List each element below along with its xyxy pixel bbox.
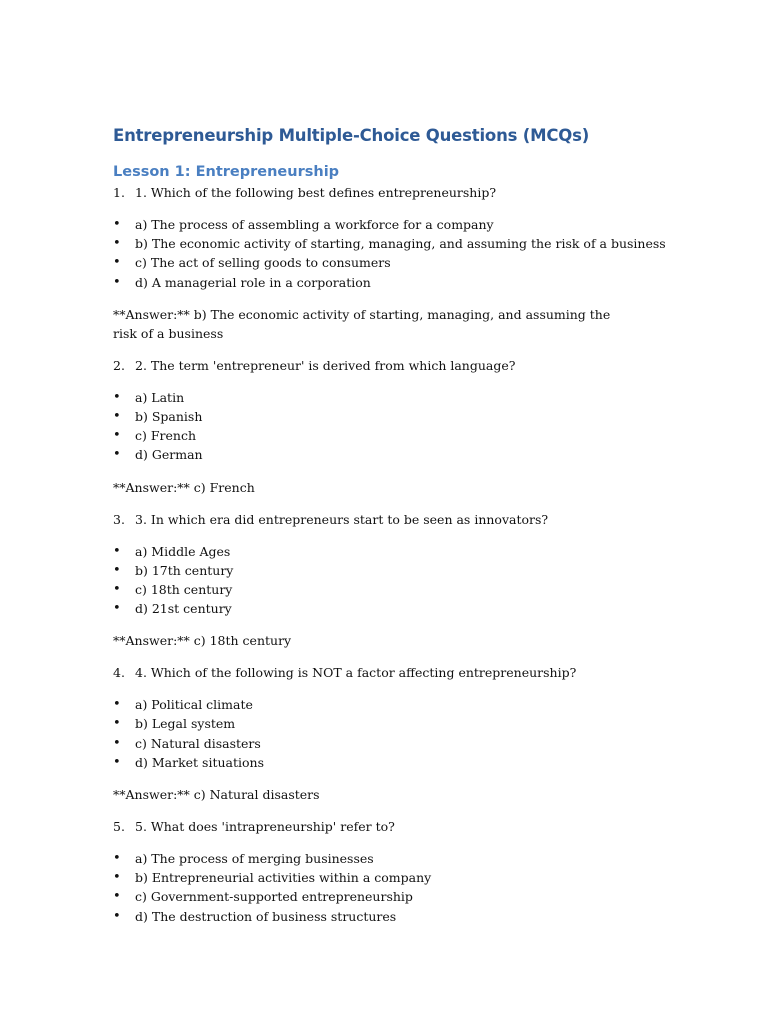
question-3 [113, 510, 673, 529]
bullet-icon: • [113, 908, 121, 924]
option-text: a) Political climate [135, 697, 253, 713]
option-item [113, 542, 673, 561]
question-number: 4. [113, 665, 125, 681]
question-2 [113, 356, 673, 375]
bullet-icon: • [113, 217, 121, 232]
options-list [113, 388, 673, 465]
options-list [113, 849, 673, 926]
option-text: c) Natural disasters [135, 735, 261, 751]
option-item [113, 887, 673, 906]
option-text: c) 18th century [135, 581, 233, 597]
option-text: d) Market situations [135, 754, 264, 770]
answer-text: **Answer:** b) The economic activity of starting, managing, and assuming the risk of a business [113, 306, 611, 341]
bullet-icon: • [113, 274, 121, 290]
question-5 [113, 817, 673, 836]
question-number: 1. [113, 185, 125, 200]
options-list [113, 542, 673, 619]
option-item [113, 273, 673, 292]
bullet-icon: • [113, 543, 121, 559]
option-item [113, 234, 673, 253]
option-item [113, 695, 673, 714]
bullet-icon: • [113, 389, 121, 405]
question-number: 2. [113, 357, 125, 373]
option-item [113, 426, 673, 445]
answer-text: **Answer:** c) Natural disasters [113, 787, 320, 802]
bullet-icon: • [113, 255, 121, 271]
option-text: d) German [135, 447, 203, 463]
question-block-2 [113, 356, 673, 497]
option-item [113, 561, 673, 580]
option-item [113, 868, 673, 887]
lesson-heading: Lesson 1: Entrepreneurship [113, 164, 340, 180]
question-block-1 [113, 183, 673, 343]
question-text: 3. In which era did entrepreneurs start to be seen as innovators? [135, 511, 549, 527]
question-number: 5. [113, 819, 125, 834]
question-text: 2. The term 'entrepreneur' is derived from which language? [135, 357, 516, 373]
option-text: c) French [135, 428, 196, 444]
bullet-icon: • [113, 889, 121, 905]
question-text: 4. Which of the following is NOT a factor affecting entrepreneurship? [135, 665, 577, 681]
option-item [113, 407, 673, 426]
bullet-icon: • [113, 601, 121, 617]
bullet-icon: • [113, 754, 121, 770]
bullet-icon: • [113, 428, 121, 444]
bullet-icon: • [113, 851, 121, 866]
option-text: b) Spanish [135, 408, 203, 424]
bullet-icon: • [113, 581, 121, 597]
option-item [113, 599, 673, 618]
bullet-icon: • [113, 236, 121, 252]
options-list [113, 695, 673, 772]
question-number: 3. [113, 511, 125, 527]
option-item [113, 714, 673, 733]
bullet-icon: • [113, 447, 121, 463]
question-4 [113, 663, 673, 682]
option-text: b) 17th century [135, 562, 234, 578]
option-item [113, 753, 673, 772]
option-text: c) Government-supported entrepreneurship [135, 889, 413, 905]
answer-text: **Answer:** c) 18th century [113, 633, 292, 649]
option-item [113, 580, 673, 599]
option-text: b) Entrepreneurial activities within a company [135, 870, 432, 886]
option-text: a) Middle Ages [135, 543, 231, 559]
answer-text: **Answer:** c) French [113, 479, 255, 495]
option-text: a) The process of assembling a workforce for a company [135, 217, 494, 232]
option-text: b) Legal system [135, 716, 236, 732]
bullet-icon: • [113, 408, 121, 424]
bullet-icon: • [113, 735, 121, 751]
option-item [113, 215, 673, 234]
option-item [113, 445, 673, 464]
question-text: 1. Which of the following best defines entrepreneurship? [135, 185, 497, 200]
option-text: d) 21st century [135, 601, 232, 617]
options-list [113, 215, 673, 292]
option-item [113, 907, 673, 926]
bullet-icon: • [113, 870, 121, 886]
option-item [113, 253, 673, 272]
option-text: a) Latin [135, 389, 185, 405]
option-item [113, 388, 673, 407]
bullet-icon: • [113, 562, 121, 578]
document-title: Entrepreneurship Multiple-Choice Questions (MCQs) [113, 126, 590, 145]
option-text: a) The process of merging businesses [135, 851, 374, 866]
option-text: d) A managerial role in a corporation [135, 274, 371, 290]
question-block-4 [113, 663, 673, 804]
option-item [113, 734, 673, 753]
option-text: c) The act of selling goods to consumers [135, 255, 391, 271]
option-text: b) The economic activity of starting, managing, and assuming the risk of a business [135, 236, 666, 252]
bullet-icon: • [113, 697, 121, 713]
option-text: d) The destruction of business structures [135, 908, 397, 924]
document-page [113, 124, 673, 926]
bullet-icon: • [113, 716, 121, 732]
question-block-5 [113, 817, 673, 926]
question-text: 5. What does 'intrapreneurship' refer to? [135, 819, 395, 834]
question-block-3 [113, 510, 673, 651]
option-item [113, 849, 673, 868]
question-1 [113, 183, 673, 202]
